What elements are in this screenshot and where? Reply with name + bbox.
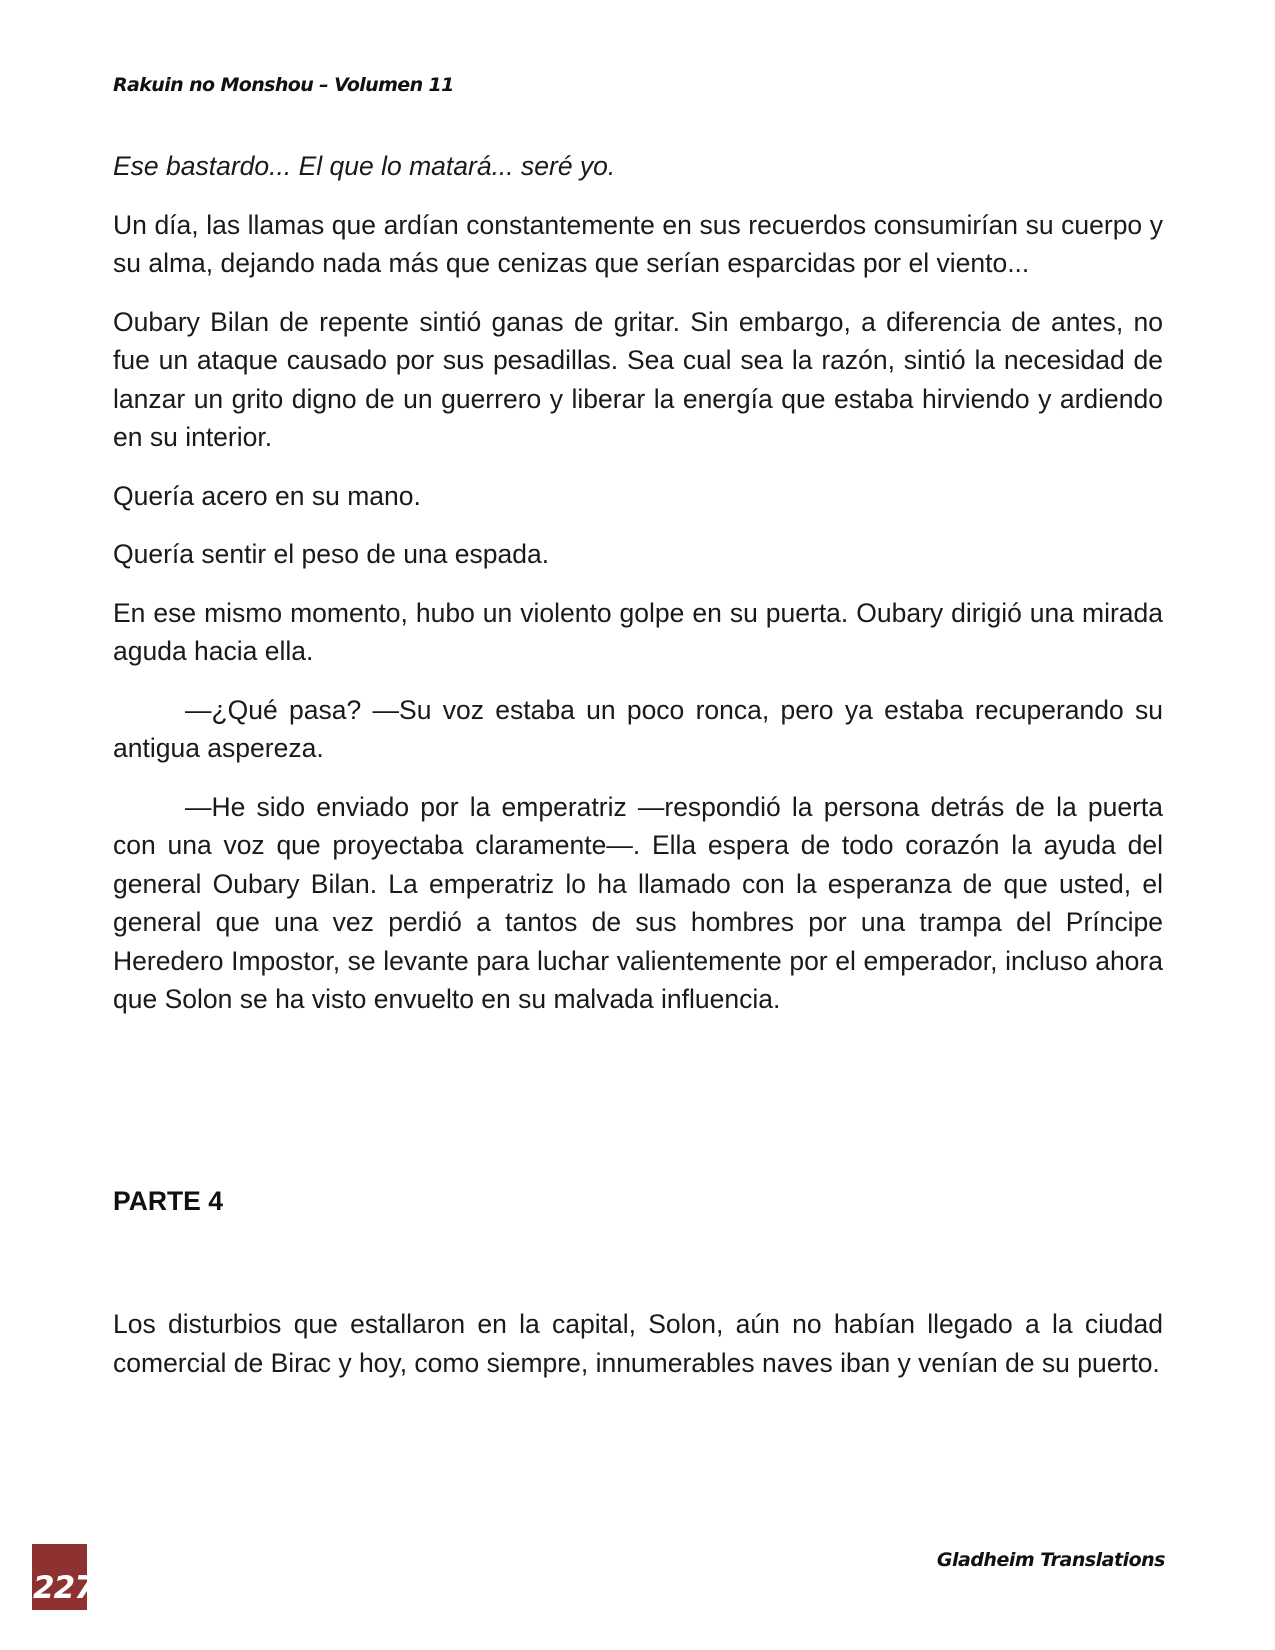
- paragraph: Ese bastardo... El que lo matará... seré yo.: [113, 151, 616, 181]
- page-number: 227: [33, 1570, 95, 1606]
- dialogue-paragraph: —¿Qué pasa? —Su voz estaba un poco ronca, pero ya estaba recuperando su antigua aspereza.: [113, 694, 1163, 763]
- section-heading: PARTE 4: [113, 1186, 223, 1216]
- paragraph: Oubary Bilan de repente sintió ganas de gritar. Sin embargo, a diferencia de antes, no fue un ataque causado por sus pesadillas. Sea cual sea la razón, sintió la necesidad de lanzar un grito digno de un guerrero y liberar la energía que estaba hirviendo y ardiendo en su interior.: [113, 306, 1163, 452]
- paragraph: Un día, las llamas que ardían constantemente en sus recuerdos consumirían su cuerpo y su alma, dejando nada más que cenizas que serían esparcidas por el viento...: [113, 209, 1163, 278]
- section-body: [113, 1305, 1163, 1382]
- paragraph: Quería sentir el peso de una espada.: [113, 539, 550, 569]
- dialogue-paragraph: —He sido enviado por la emperatriz —respondió la persona detrás de la puerta con una voz que proyectaba claramente—. Ella espera de todo corazón la ayuda del general Oubary Bilan. La emperatriz lo ha llamado con la esperanza de que usted, el general que una vez perdió a tantos de sus hombres por una trampa del Príncipe Heredero Impostor, se levante para luchar valientemente por el emperador, incluso ahora que Solon se ha visto envuelto en su malvada influencia.: [113, 791, 1163, 1014]
- paragraph: En ese mismo momento, hubo un violento golpe en su puerta. Oubary dirigió una mirada aguda hacia ella.: [113, 597, 1163, 666]
- footer-credit: Gladheim Translations: [936, 1549, 1165, 1571]
- paragraph: Los disturbios que estallaron en la capital, Solon, aún no habían llegado a la ciudad comercial de Birac y hoy, como siempre, innumerables naves iban y venían de su puerto.: [113, 1309, 1163, 1378]
- chapter-body: [113, 147, 1163, 1039]
- paragraph: Quería acero en su mano.: [113, 480, 421, 511]
- running-header: Rakuin no Monshou – Volumen 11: [113, 74, 454, 96]
